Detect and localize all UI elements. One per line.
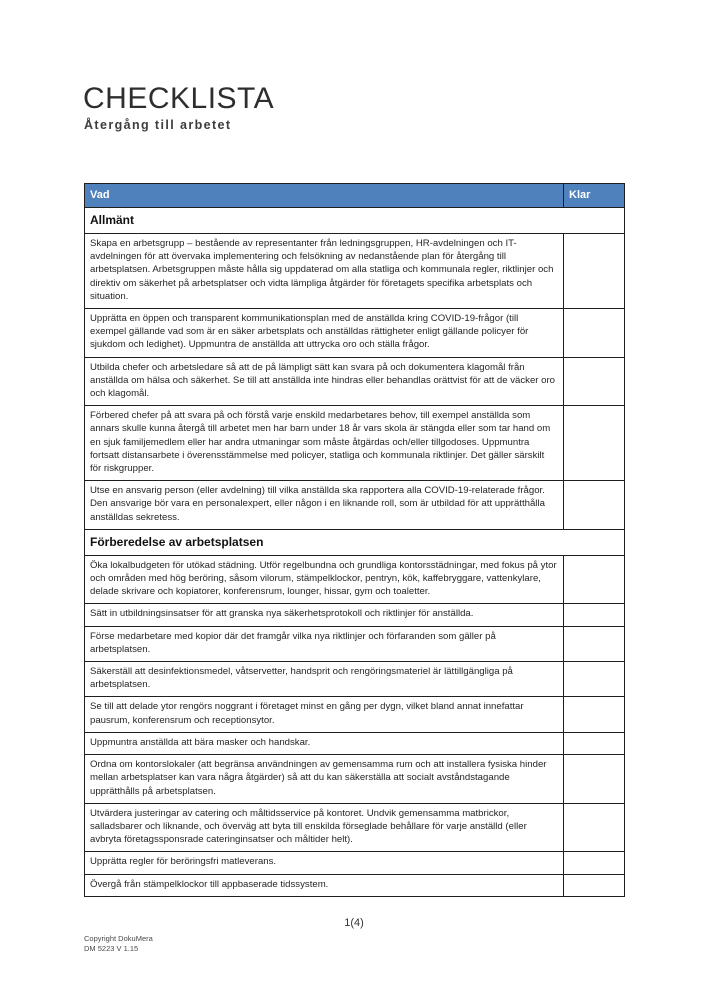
task-cell: Säkerställ att desinfektionsmedel, våtservetter, handsprit och rengöringsmateriel är lättillgängliga på arbetsplatsen. — [85, 662, 564, 697]
section-row — [85, 529, 625, 555]
klar-cell — [564, 732, 625, 754]
task-cell: Upprätta regler för beröringsfri matleverans. — [85, 852, 564, 874]
copyright-line2: DM 5223 V 1.15 — [84, 944, 139, 953]
task-cell: Skapa en arbetsgrupp – bestående av representanter från ledningsgruppen, HR-avdelningen och IT-avdelningen för att övervaka implementering och felsökning av nedanstående plan för återgång till arbetsplatsen. Arbetsgruppen måste hålla sig uppdaterad om alla statliga och kommunala regler, riktlinjer och direktiv om säkerhet på arbetsplatser och vidta lämpliga åtgärder för företagets specifika arbetsplats och situation. — [85, 234, 564, 309]
table-row — [85, 755, 625, 804]
table-row — [85, 555, 625, 604]
table-row — [85, 309, 625, 358]
task-cell: Förse medarbetare med kopior där det framgår vilka nya riktlinjer och förfaranden som gäller på arbetsplatsen. — [85, 626, 564, 661]
checklist-table — [84, 183, 625, 897]
klar-cell — [564, 604, 625, 626]
klar-cell — [564, 481, 625, 530]
task-cell: Utse en ansvarig person (eller avdelning) till vilka anställda ska rapportera alla COVID-19-relaterade frågor. Den ansvarige bör vara en personalexpert, eller någon i en liknande roll, som är utbildad för att upprätthålla anställdas sekretess. — [85, 481, 564, 530]
task-cell: Upprätta en öppen och transparent kommunikationsplan med de anställda kring COVID-19-frågor (till exempel gällande vad som är en säker arbetsplats och anställdas rättigheter enligt gällande policyer för sjukdom och ledighet). Uppmuntra de anställda att uttrycka oro och ställa frågor. — [85, 309, 564, 358]
task-cell: Utbilda chefer och arbetsledare så att de på lämpligt sätt kan svara på och dokumentera klagomål från anställda om hälsa och säkerhet. Se till att anställda inte hindras eller behandlas orättvist för att de väcker oro och klagomål. — [85, 357, 564, 406]
klar-cell — [564, 803, 625, 852]
table-row — [85, 697, 625, 732]
table-header-row — [85, 184, 625, 208]
table-row — [85, 604, 625, 626]
klar-cell — [564, 852, 625, 874]
table-row — [85, 852, 625, 874]
copyright-note — [84, 934, 153, 954]
table-row — [85, 481, 625, 530]
klar-cell — [564, 309, 625, 358]
table-row — [85, 662, 625, 697]
table-row — [85, 803, 625, 852]
column-header-klar: Klar — [564, 184, 625, 208]
klar-cell — [564, 555, 625, 604]
column-header-vad: Vad — [85, 184, 564, 208]
table-row — [85, 874, 625, 896]
klar-cell — [564, 406, 625, 481]
document-subtitle: Återgång till arbetet — [84, 118, 232, 132]
task-cell: Förbered chefer på att svara på och förstå varje enskild medarbetares behov, till exempel anställda som annars skulle kunna återgå till arbetet men har barn under 18 år vars skola är stängda eller som tar hand om en sjuk familjemedlem eller har andra utmaningar som måste åtgärdas och/eller tillgodoses. Uppmuntra fortsatt distansarbete i överensstämmelse med policyer, statliga och kommunala riktlinjer. Det gäller särskilt för riskgrupper. — [85, 406, 564, 481]
task-cell: Sätt in utbildningsinsatser för att granska nya säkerhetsprotokoll och riktlinjer för anställda. — [85, 604, 564, 626]
task-cell: Utvärdera justeringar av catering och måltidsservice på kontoret. Undvik gemensamma matbrickor, salladsbarer och liknande, och överväg att byta till enskilda förseglade behållare för varje anställd (eller avbryta företagssponsrade cateringinsatser och måltider helt). — [85, 803, 564, 852]
task-cell: Övergå från stämpelklockor till appbaserade tidssystem. — [85, 874, 564, 896]
task-cell: Uppmuntra anställda att bära masker och handskar. — [85, 732, 564, 754]
table-row — [85, 732, 625, 754]
document-title: CHECKLISTA — [83, 82, 275, 115]
section-title: Förberedelse av arbetsplatsen — [85, 529, 625, 555]
table-row — [85, 357, 625, 406]
copyright-line1: Copyright DokuMera — [84, 934, 153, 943]
klar-cell — [564, 234, 625, 309]
task-cell: Se till att delade ytor rengörs noggrant i företaget minst en gång per dygn, vilket bland annat innefattar pausrum, konferensrum och receptionsytor. — [85, 697, 564, 732]
section-title: Allmänt — [85, 208, 625, 234]
table-row — [85, 234, 625, 309]
klar-cell — [564, 626, 625, 661]
klar-cell — [564, 874, 625, 896]
klar-cell — [564, 357, 625, 406]
task-cell: Öka lokalbudgeten för utökad städning. Utför regelbundna och grundliga kontorsstädningar, med fokus på ytor och områden med hög beröring, såsom vilorum, stämpelklockor, pentryn, kök, kaffebryggare, vattenkylare, delade skrivare och kopiatorer, konferensrum, lounger, hissar, gym och toaletter. — [85, 555, 564, 604]
table-row — [85, 626, 625, 661]
klar-cell — [564, 755, 625, 804]
klar-cell — [564, 697, 625, 732]
section-row — [85, 208, 625, 234]
page-number: 1(4) — [344, 917, 364, 929]
task-cell: Ordna om kontorslokaler (att begränsa användningen av gemensamma rum och att installera fysiska hinder mellan arbetsplatser kan vara några åtgärder) så att du kan säkerställa att socialt avståndstagande upprätthålls på arbetsplatsen. — [85, 755, 564, 804]
klar-cell — [564, 662, 625, 697]
table-row — [85, 406, 625, 481]
